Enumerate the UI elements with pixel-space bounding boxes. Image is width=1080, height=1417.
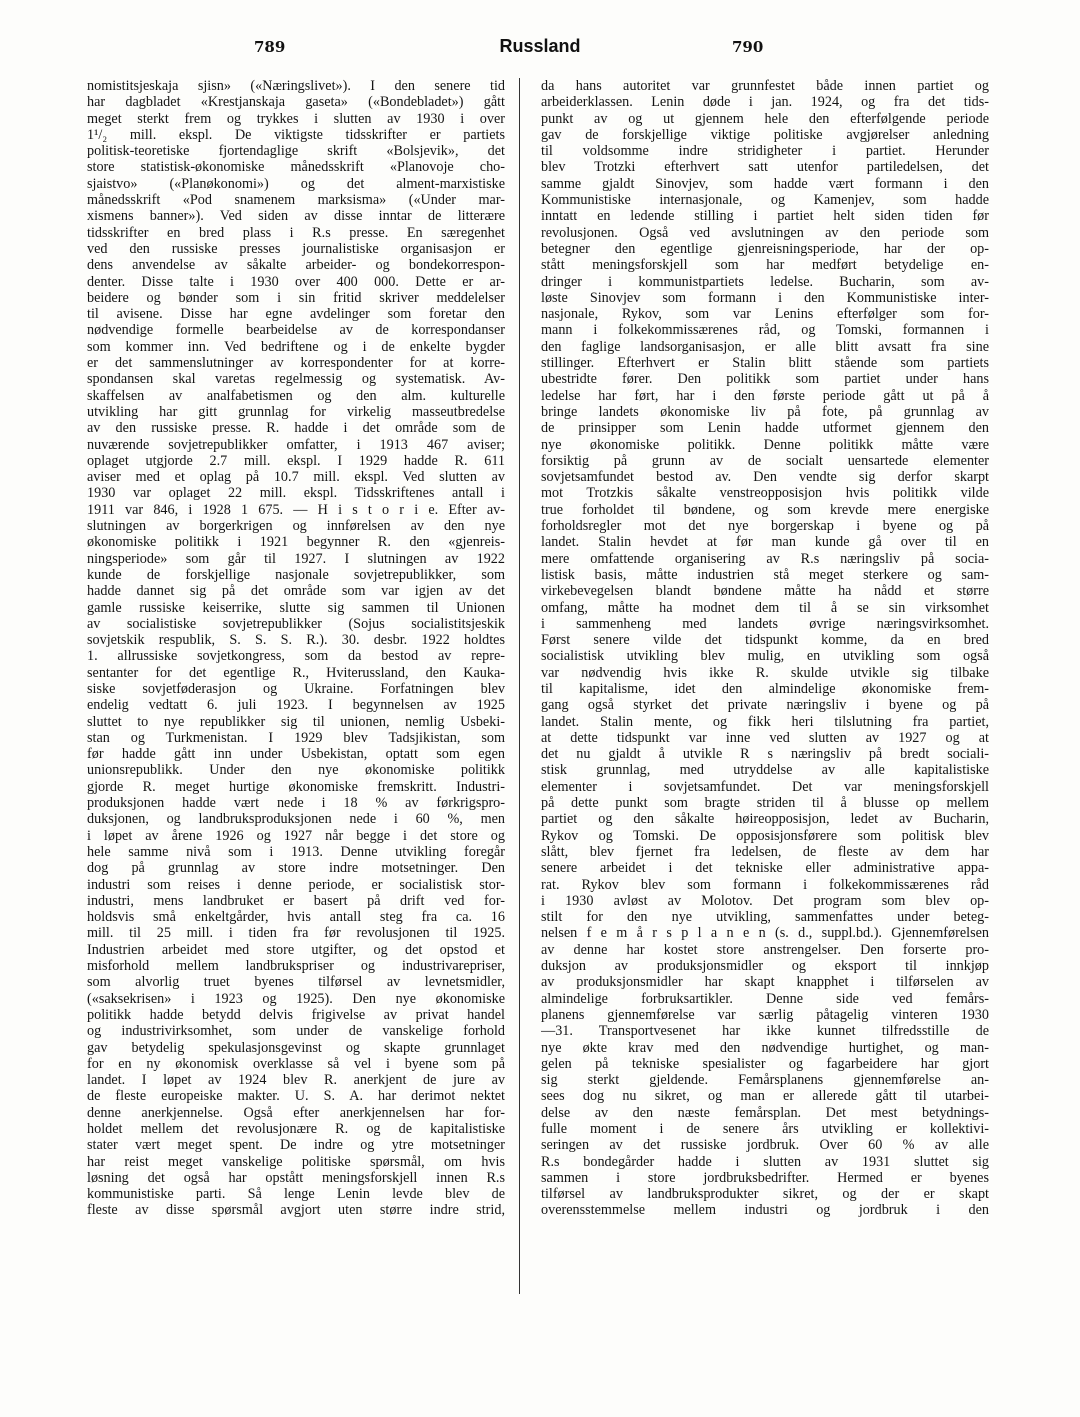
text-line: 1911 var 846, i 1928 1 675. — H i s t o r i e. Efter av-: [87, 501, 505, 518]
right-page-number: 790: [732, 38, 764, 56]
text-line: socialistisk utvikling blev mulig, en utvikling som også: [541, 648, 989, 665]
text-line: planens gjennemførelse var særlig påtagelig vinteren 1930: [541, 1006, 989, 1023]
column-divider: [519, 78, 520, 1294]
text-line: den faglige landsorganisasjon, er alle blitt avsatt fra sine: [541, 338, 989, 355]
text-line: løste Sinovjev som formann i den Kommunistiske inter-: [541, 289, 989, 306]
text-line: R.s bondegårder hadde i slutten av 1931 sluttet sig: [541, 1153, 989, 1170]
text-line: på dette punkt som bragte striden til å blusse op mellem: [541, 795, 989, 812]
text-line: industri som reises i denne periode, er socialistisk stor-: [87, 876, 505, 893]
text-line: slått, blev fjernet fra ledelsen, de fleste av dem har: [541, 843, 989, 860]
text-line: ledelse har ført, har i den første periode gått ut på å: [541, 387, 989, 404]
text-line: endelig vedtatt 6. juli 1923. I begynnelsen av 1925: [87, 697, 505, 714]
text-line: («saksekrisen» i 1923 og 1925). Den nye økonomiske: [87, 990, 505, 1007]
text-line: elementer i sovjetsamfundet. Det var meningsforskjell: [541, 778, 989, 795]
text-line: denter. Disse talte i 1930 over 400 000. Dette er ar-: [87, 273, 505, 290]
text-line: seringen av det russiske jordbruk. Over 60 % av alle: [541, 1137, 989, 1154]
text-line: ved den russiske presses journalistiske organisasjon er: [87, 240, 505, 257]
text-line: sovjetskik respublik, S. S. S. R.). 30. desbr. 1922 holdtes: [87, 632, 505, 649]
text-line: var nødvendig hvis ikke R. skulde utvikle sig tilbake: [541, 664, 989, 681]
text-line: politisk-teoretiske fjortendaglige skrift «Bolsjevik», det: [87, 143, 505, 160]
text-line: av denne har kostet store anstrengelser. Den forserte pro-: [541, 941, 989, 958]
text-line: duksjonen, og landbruksproduksjonen nede i 60 %, men: [87, 811, 505, 828]
text-line: unionsrepublikk. Under den nye økonomiske politikk: [87, 762, 505, 779]
text-line: dringer i kommunistpartiets ledelse. Bucharin, som av-: [541, 273, 989, 290]
text-line: inntatt en ledende stilling i partiet helt siden tiden før: [541, 208, 989, 225]
text-line: dens anvendelse av såkalte arbeider- og bondekorrespon-: [87, 257, 505, 274]
text-line: stater vært meget spent. De indre og ytre motsetninger: [87, 1137, 505, 1154]
text-line: gjorde R. meget hurtige økonomiske fremskritt. Industri-: [87, 778, 505, 795]
text-line: denne anerkjennelse. Også efter anerkjennelsen har for-: [87, 1104, 505, 1121]
text-line: fulle moment i de senere års utvikling er kollektivi-: [541, 1121, 989, 1137]
text-line: xismens banner»). Ved siden av disse inntar de litterære: [87, 208, 505, 225]
text-line: nelsen f e m å r s p l a n e n (s. d., suppl.bd.). Gjennemførelsen: [541, 925, 989, 942]
text-line: forholdsregler mot det nye borgerskap i byene og på: [541, 518, 989, 535]
text-line: politikk hadde betydd delvis frigivelse av privat handel: [87, 1006, 505, 1023]
text-line: stillinger. Efterhvert er Stalin blitt stående som partiets: [541, 355, 989, 372]
text-line: dog på grunnlag av store indre motsetninger. Den: [87, 860, 505, 877]
text-line: hele samme nivå som i 1913. Denne utvikling foregår: [87, 843, 505, 860]
text-line: til voldsomme indre stridigheter i partiet. Herunder: [541, 143, 989, 160]
text-line: omfang, måtte ha modnet dem til å se sin virksomhet: [541, 599, 989, 616]
text-line: kommunistiske parti. Så lenge Lenin levde blev de: [87, 1186, 505, 1203]
text-line: nuværende sovjetrepublikker omfatter, i 1913 467 aviser;: [87, 436, 505, 453]
text-line: av socialistiske sovjetrepublikker (Sojus socialistitsjeskik: [87, 615, 505, 632]
text-line: er det sammenslutninger av korrespondenter for at korre-: [87, 355, 505, 372]
text-line: til avisene. Disse har egne avdelinger som foretar den: [87, 306, 505, 323]
text-line: betegner den egentlige gjenreisningsperiode, har der op-: [541, 240, 989, 257]
text-line: forsiktig på grunn av de socialt uensartede elementer: [541, 452, 989, 469]
text-line: aviser med et oplag på 10.7 mill. ekspl. Ved slutten av: [87, 469, 505, 486]
text-line: stått meningsforskjell som har medført betydelige en-: [541, 257, 989, 274]
text-line: spondansen skal varetas regelmessig og systematisk. Av-: [87, 371, 505, 388]
text-line: tilførsel av landbruksprodukter sikret, og der er skapt: [541, 1186, 989, 1203]
text-line: sees dog nu sikret, og man er allerede gått til utarbei-: [541, 1088, 989, 1105]
text-line: sentanter for det egentlige R., Hviterussland, den Kauka-: [87, 664, 505, 681]
text-line: de fleste europeiske makter. U. S. A. har derimot nektet: [87, 1088, 505, 1105]
text-line: bringe landets økonomiske liv på fote, på grunnlag av: [541, 403, 989, 420]
text-line: sammen i store jordbruksbedrifter. Hermed er byenes: [541, 1169, 989, 1186]
text-line: misforhold mellem landbrukspriser og industrivarepriser,: [87, 958, 505, 975]
text-line: som kommer inn. Ved bedriftene og i de enkelte bygder: [87, 338, 505, 355]
text-line: økonomiske politikk i 1921 begynner R. den «gjenreis-: [87, 534, 505, 551]
text-line: stilt for den nye utvikling, sammenfattes under beteg-: [541, 909, 989, 926]
text-line: partiet og den såkalte høireopposisjon, ledet av Bucharin,: [541, 811, 989, 828]
text-line: stisk grunnlag, med utryddelse av alle kapitalistiske: [541, 762, 989, 779]
page-title: Russland: [499, 36, 581, 56]
text-line: delse av den næste femårsplan. Det mest betydnings-: [541, 1104, 989, 1121]
text-line: nødvendige formelle bearbeidelse av de korrespondanser: [87, 322, 505, 339]
text-line: nye økonomiske politikk. Denne politikk måtte være: [541, 436, 989, 453]
text-line: gang også styrket det private næringsliv i byene og på: [541, 697, 989, 714]
text-line: nomistitsjeskaja sjisn» («Næringslivet»). I den senere tid: [87, 78, 505, 94]
text-line: nasjonale, Rykov, som var Lenins efterfølger som for-: [541, 306, 989, 323]
text-line: til kapitalisme, idet den almindelige økonomiske frem-: [541, 680, 989, 697]
text-line: landet. Stalin mente, og fikk heri tilslutning fra partiet,: [541, 713, 989, 730]
text-line: sig sterkt gjeldende. Femårsplanens gjennemførelse an-: [541, 1072, 989, 1089]
text-line: 1. allrussiske sovjetkongress, som da bestod av repre-: [87, 648, 505, 665]
text-line: gamle russiske keiserrike, slutte sig sammen til Unionen: [87, 599, 505, 616]
text-line: true forholdet til bøndene, og som krevde mere energiske: [541, 501, 989, 518]
text-line: utvikling har gitt grunnlag for virkelig masseutbredelse: [87, 403, 505, 420]
text-line: det nu gjaldt å utvikle R s næringsliv på bredt sociali-: [541, 746, 989, 763]
text-line: av produksjonsmidler har skapt knapphet i tilførselen av: [541, 974, 989, 991]
text-line: tidsskrifter en bred plass i R.s presse. En særegenhet: [87, 224, 505, 241]
text-line: landet. Stalin hevdet at før man kunde gå over til en: [541, 534, 989, 551]
text-line: gelen på tekniske spesialister og fagarbeidere har gjort: [541, 1055, 989, 1072]
text-line: duksjon av produksjonsmidler og eksport til innkjøp: [541, 958, 989, 975]
text-line: i 1930 avløst av Molotov. Det program som blev op-: [541, 892, 989, 909]
text-line: almindelige forbruksartikler. Denne side ved femårs-: [541, 990, 989, 1007]
text-line: virkebevegelsen blandt bøndene måtte ha nådd et større: [541, 583, 989, 600]
text-line: Kommunistiske internasjonale, og Kamenjev, som hadde: [541, 192, 989, 209]
text-line: månedsskrift «Pod snamenem marksisma» («Under mar-: [87, 192, 505, 209]
right-text-column: [541, 78, 989, 1219]
text-line: ningsperiode» som går til 1927. I slutningen av 1922: [87, 550, 505, 567]
text-line: kunde de forskjellige nasjonale sovjetrepublikker, som: [87, 566, 505, 583]
text-line: for en ny økonomisk overklasse så vel i byene som på: [87, 1055, 505, 1072]
text-line: mann i folkekommissærenes råd, og Tomski, formannen i: [541, 322, 989, 339]
text-line: gav de forskjellige viktige politiske avgjørelser anledning: [541, 126, 989, 143]
text-line: siske sovjetføderasjon og Ukraine. Forfatningen blev: [87, 680, 505, 697]
text-line: rat. Rykov blev som formann i folkekommissærenes råd: [541, 876, 989, 893]
text-line: de prinsipper som Lenin hadde utformet gjennem den: [541, 420, 989, 437]
text-line: løsning det også har opstått meningsforskjell innen R.s: [87, 1169, 505, 1186]
text-line: samme gjaldt Sinovjev, som hadde vært formann i den: [541, 175, 989, 192]
text-line: overensstemmelse mellem industri og jordbruk i den: [541, 1202, 989, 1219]
text-line: gav betydelig spekulasjonsgevinst og skapte grunnlaget: [87, 1039, 505, 1056]
text-line: i løpet av årene 1926 og 1927 når begge i det store og: [87, 827, 505, 844]
text-line: at dette tidspunkt var inne ved slutten av 1927 og at: [541, 729, 989, 746]
text-line: arbeiderklassen. Lenin døde i jan. 1924, og fra det tids-: [541, 94, 989, 111]
text-line: store statistisk-økonomiske månedsskrift «Planovoje cho-: [87, 159, 505, 176]
text-line: har dagbladet «Krestjanskaja gaseta» («Bondebladet») gått: [87, 94, 505, 111]
text-line: senere arbeidet i det tekniske eller administrative appa-: [541, 860, 989, 877]
left-page-number: 789: [254, 38, 286, 56]
text-line: ubestridte fører. Den politikk som partiet under hans: [541, 371, 989, 388]
text-line: Industrien arbeidet med store utgifter, og det opstod et: [87, 941, 505, 958]
text-line: nye økte krav med den nødvendige hurtighet, og man-: [541, 1039, 989, 1056]
text-line: har reist meget vanskelige politiske spørsmål, om hvis: [87, 1153, 505, 1170]
text-line: produksjonen hadde vært nede i 18 % av førkrigspro-: [87, 795, 505, 812]
text-line: meget sterkt frem og trykkes i slutten av 1930 i over: [87, 110, 505, 127]
text-line: —31. Transportvesenet har ikke kunnet tilfredsstille de: [541, 1023, 989, 1040]
text-line: Først senere vilde det tidspunkt komme, da en bred: [541, 632, 989, 649]
text-line: da hans autoritet var grunnfestet både innen partiet og: [541, 78, 989, 94]
page-header: [0, 38, 1080, 62]
text-line: blev Trotzki efterhvert satt utenfor partiledelsen, det: [541, 159, 989, 176]
text-line: 1¹/₂ mill. ekspl. De viktigste tidsskrifter er partiets: [87, 126, 505, 143]
text-line: Rykov og Tomski. De opposisjonsførere som politisk blev: [541, 827, 989, 844]
text-line: sluttet to nye republikker sig til unionen, nemlig Usbeki-: [87, 713, 505, 730]
text-line: holdsvis små enkeltgårder, hvis antall steg fra ca. 16: [87, 909, 505, 926]
text-line: revolusjonen. Også ved avslutningen av den periode som: [541, 224, 989, 241]
text-line: hadde dannet sig på det område som var igjen av det: [87, 583, 505, 600]
text-line: listisk basis, måtte industrien stå meget sterkere og sam-: [541, 566, 989, 583]
text-line: og industrivirksomhet, som under de vanskelige forhold: [87, 1023, 505, 1040]
left-text-column: [87, 78, 505, 1219]
text-line: av den russiske presse. R. hadde i det område som de: [87, 420, 505, 437]
text-line: oplaget utgjorde 2.7 mill. ekspl. I 1929 hadde R. 611: [87, 452, 505, 469]
text-line: skaffelsen av analfabetismen og den alm. kulturelle: [87, 387, 505, 404]
text-line: 1930 var oplaget 22 mill. ekspl. Tidsskriftenes antall i: [87, 485, 505, 502]
text-line: fleste av disse spørsmål avgjort uten større indre strid,: [87, 1202, 505, 1219]
text-line: før hadde gått inn under Usbekistan, optatt som egen: [87, 746, 505, 763]
text-line: sjaistvo» («Planøkonomi») og det alment-marxistiske: [87, 175, 505, 192]
text-line: holdet mellem det revolusjonære R. og de kapitalistiske: [87, 1121, 505, 1137]
text-line: i sammenheng med landets øvrige næringsvirksomhet.: [541, 615, 989, 632]
text-line: som alvorlig truet byenes tilførsel av levnetsmidler,: [87, 974, 505, 991]
text-line: beidere og bønder som i sin fritid skriver meddelelser: [87, 289, 505, 306]
text-line: industri, mens landbruket er basert på drift ved for-: [87, 892, 505, 909]
text-line: sovjetsamfundet bestod av. Den vendte sig derfor skarpt: [541, 469, 989, 486]
text-line: mill. til 25 mill. i tiden fra før revolusjonen til 1925.: [87, 925, 505, 942]
text-line: stan og Turkmenistan. I 1929 blev Tadsjikistan, som: [87, 729, 505, 746]
text-line: mere omfattende organisering av R.s næringsliv på socia-: [541, 550, 989, 567]
text-line: mot Trotzkis såkalte venstreopposisjon hvis politikk vilde: [541, 485, 989, 502]
text-line: slutningen av borgerkrigen og innførelsen av den nye: [87, 518, 505, 535]
text-line: landet. I løpet av 1924 blev R. anerkjent de jure av: [87, 1072, 505, 1089]
text-line: punkt av og ut gjennem hele den efterfølgende periode: [541, 110, 989, 127]
